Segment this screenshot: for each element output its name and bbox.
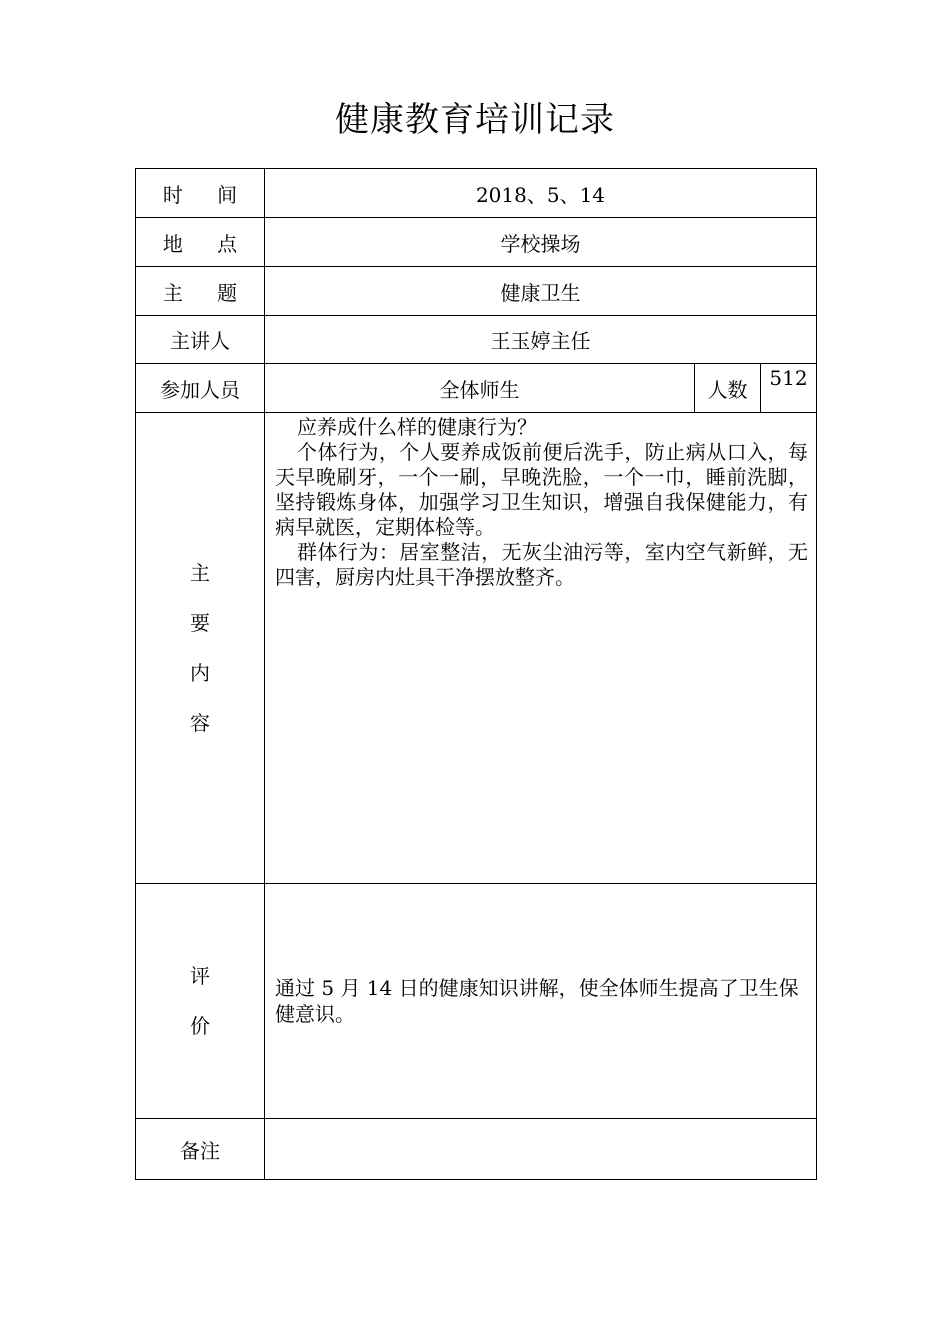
row-topic [136,267,817,316]
time-value: 2018、5、14 [265,169,817,218]
participants-label: 参加人员 [136,364,265,413]
row-speaker [136,316,817,364]
topic-label: 主 题 [136,267,265,316]
place-label: 地 点 [136,218,265,267]
count-value: 512 [761,364,817,413]
content-paragraph: 个体行为，个人要养成饭前便后洗手，防止病从口入，每天早晚刷牙，一个一刷，早晚洗脸，一个一巾，睡前洗脚，坚持锻炼身体，加强学习卫生知识，增强自我保健能力，有病早就医，定期体检等。 [275,440,808,539]
main-content-text [265,413,817,884]
content-paragraph: 群体行为：居室整洁，无灰尘油污等，室内空气新鲜，无四害，厨房内灶具干净摆放整齐。 [275,540,808,589]
speaker-value: 王玉婷主任 [265,316,817,364]
time-label: 时 间 [136,169,265,218]
training-record-table [135,168,817,1180]
content-paragraph: 应养成什么样的健康行为？ [297,415,537,439]
evaluation-text: 通过 5 月 14 日的健康知识讲解，使全体师生提高了卫生保健意识。 [265,884,817,1119]
place-value: 学校操场 [265,218,817,267]
row-main-content [136,413,817,884]
row-remarks [136,1119,817,1180]
main-content-label: 主 要 内 容 [136,413,265,884]
participants-value: 全体师生 [265,364,695,413]
row-place [136,218,817,267]
evaluation-label: 评 价 [136,884,265,1119]
speaker-label: 主讲人 [136,316,265,364]
row-time [136,169,817,218]
remarks-label: 备注 [136,1119,265,1180]
remarks-value [265,1119,817,1180]
topic-value: 健康卫生 [265,267,817,316]
row-evaluation [136,884,817,1119]
page-title: 健康教育培训记录 [335,100,615,140]
count-label: 人数 [695,364,761,413]
row-participants [136,364,817,413]
